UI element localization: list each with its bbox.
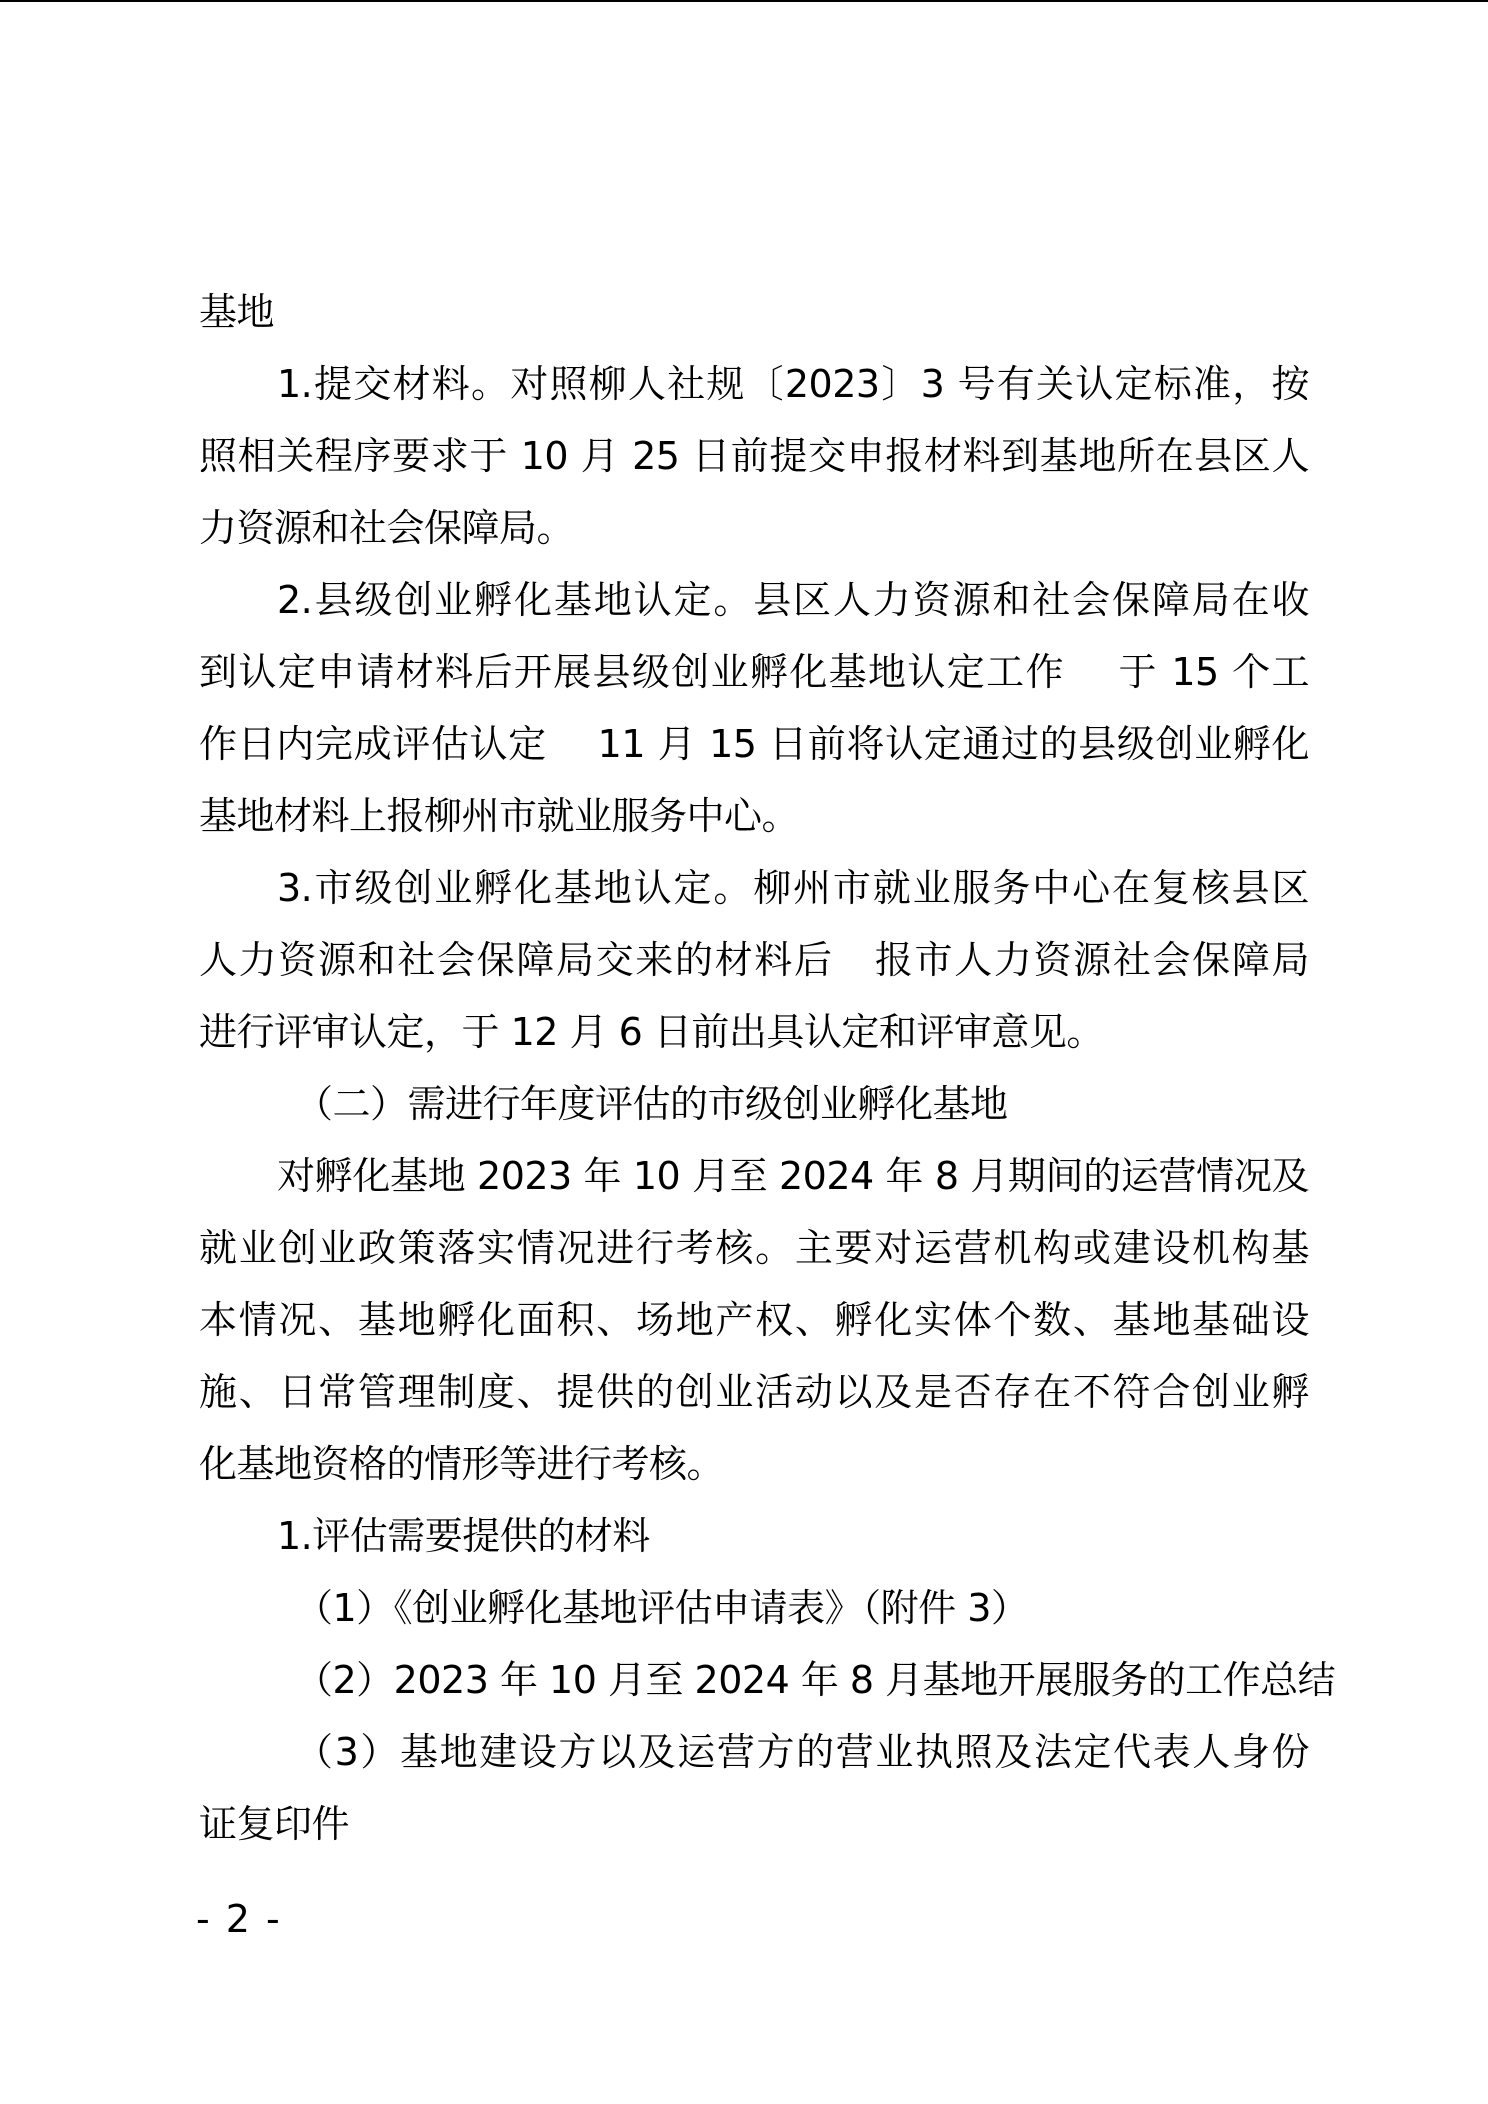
paragraph-line: 照相关程序要求于 10 月 25 日前提交申报材料到基地所在县区人: [199, 434, 1309, 478]
subheading: 1.评估需要提供的材料: [277, 1514, 650, 1558]
document-body: [199, 276, 1336, 1860]
list-item-continuation: 证复印件: [199, 1802, 350, 1846]
paragraph-line: 作日内完成评估认定 11 月 15 日前将认定通过的县级创业孵化: [199, 722, 1309, 766]
paragraph-line: 基地材料上报柳州市就业服务中心。: [199, 794, 800, 838]
paragraph-line: 进行评审认定，于 12 月 6 日前出具认定和评审意见。: [199, 1010, 1104, 1054]
paragraph-line: 化基地资格的情形等进行考核。: [199, 1442, 725, 1486]
section-heading: （二）需进行年度评估的市级创业孵化基地: [295, 1082, 1008, 1126]
paragraph-line: 人力资源和社会保障局交来的材料后 报市人力资源社会保障局: [199, 938, 1309, 982]
paragraph-line: 1.提交材料。对照柳人社规〔2023〕3 号有关认定标准，按: [277, 362, 1309, 406]
paragraph-line: 2.县级创业孵化基地认定。县区人力资源和社会保障局在收: [277, 578, 1309, 622]
paragraph-line: 3.市级创业孵化基地认定。柳州市就业服务中心在复核县区: [277, 866, 1309, 910]
paragraph-line: 对孵化基地 2023 年 10 月至 2024 年 8 月期间的运营情况及: [277, 1154, 1309, 1198]
text-line: 基地: [199, 290, 275, 334]
paragraph-line: 力资源和社会保障局。: [199, 506, 575, 550]
paragraph-line: 本情况、基地孵化面积、场地产权、孵化实体个数、基地基础设: [199, 1298, 1309, 1342]
top-border: [0, 0, 1488, 2]
list-item: （3）基地建设方以及运营方的营业执照及法定代表人身份: [295, 1730, 1309, 1774]
list-item: （2）2023 年 10 月至 2024 年 8 月基地开展服务的工作总结: [295, 1658, 1336, 1702]
paragraph-line: 到认定申请材料后开展县级创业孵化基地认定工作 于 15 个工: [199, 650, 1309, 694]
paragraph-line: 施、日常管理制度、提供的创业活动以及是否存在不符合创业孵: [199, 1370, 1309, 1414]
page-number: - 2 -: [196, 1897, 282, 1941]
list-item: （1）《创业孵化基地评估申请表》（附件 3）: [295, 1586, 1029, 1630]
paragraph-line: 就业创业政策落实情况进行考核。主要对运营机构或建设机构基: [199, 1226, 1309, 1270]
